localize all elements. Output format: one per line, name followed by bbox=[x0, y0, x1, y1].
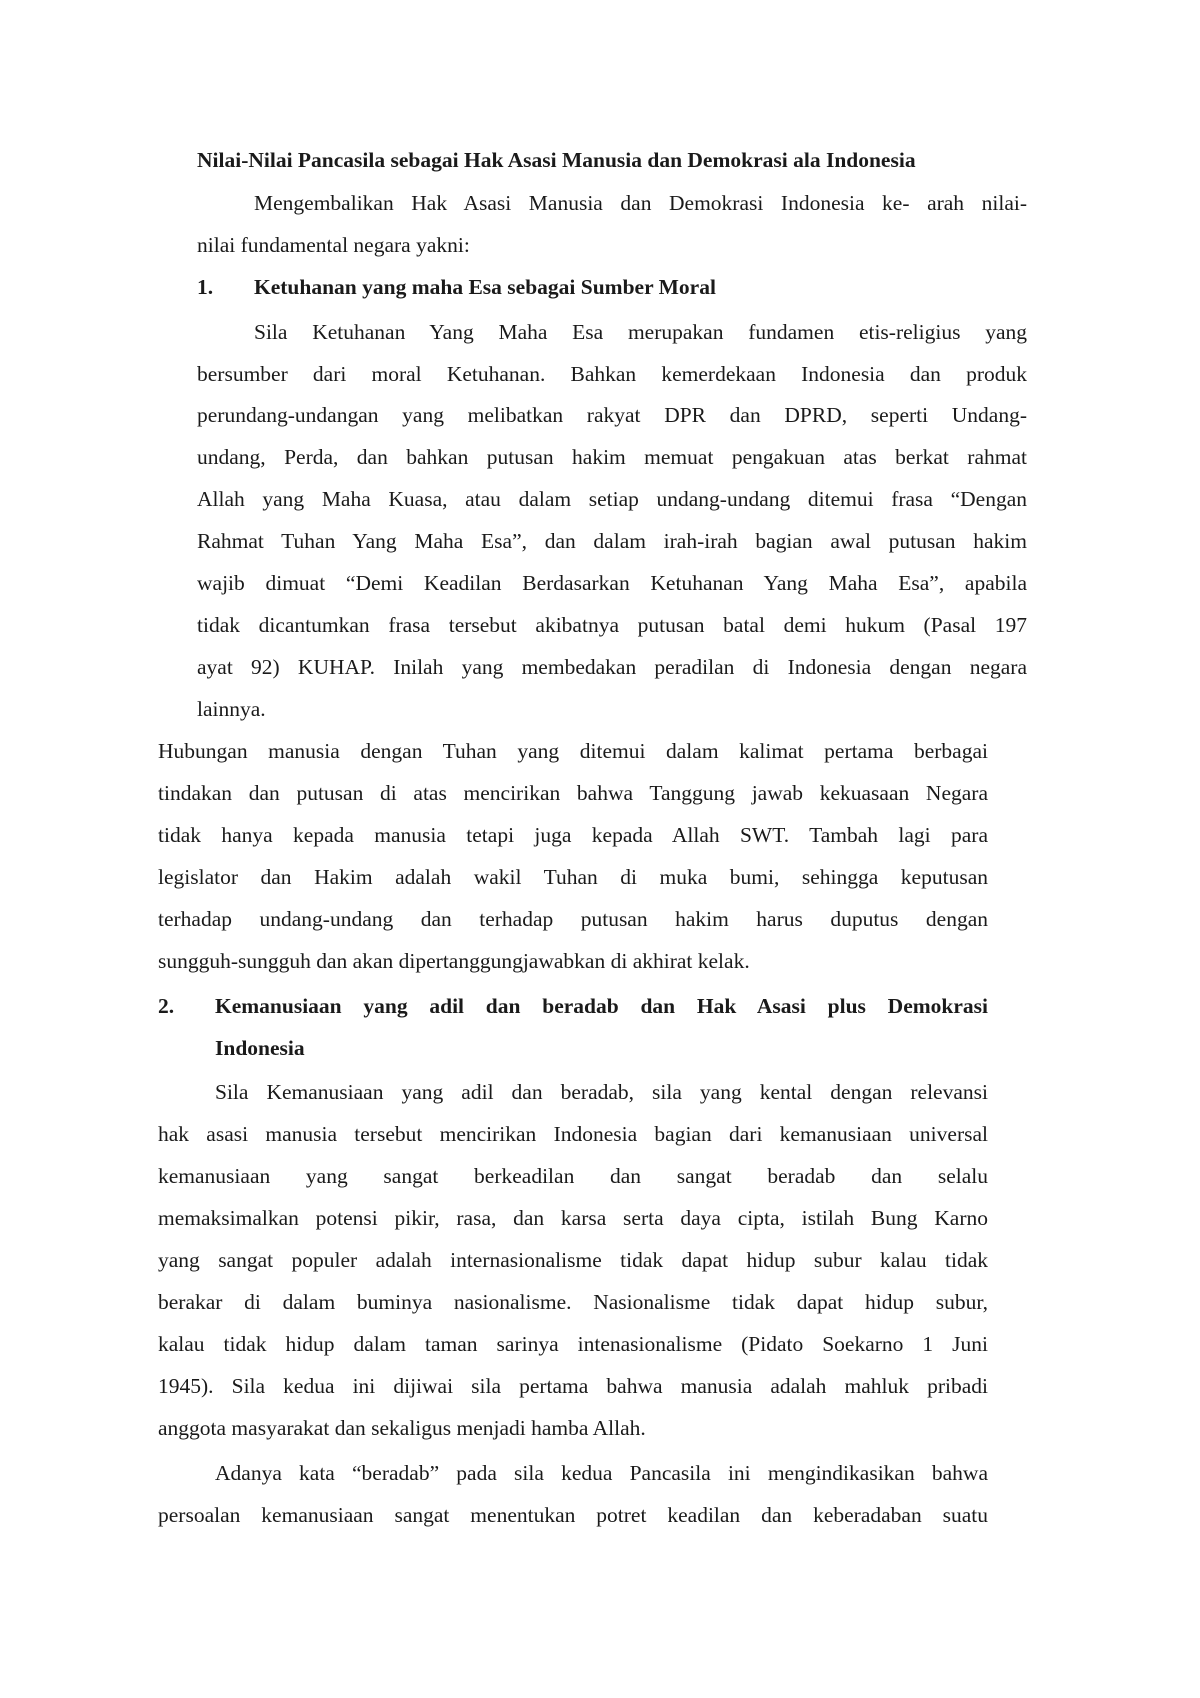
body-line: memaksimalkan potensi pikir, rasa, dan karsa serta daya cipta, istilah Bung Karno bbox=[158, 1206, 988, 1230]
body-line: tindakan dan putusan di atas mencirikan bahwa Tanggung jawab kekuasaan Negara bbox=[158, 781, 988, 805]
body-line: kalau tidak hidup dalam taman sarinya intenasionalisme (Pidato Soekarno 1 Juni bbox=[158, 1332, 988, 1356]
intro-line: Mengembalikan Hak Asasi Manusia dan Demokrasi Indonesia ke- arah nilai- bbox=[254, 191, 1027, 215]
section-heading: Ketuhanan yang maha Esa sebagai Sumber Moral bbox=[254, 275, 716, 299]
body-line: yang sangat populer adalah internasionalisme tidak dapat hidup subur kalau tidak bbox=[158, 1248, 988, 1272]
body-line: lainnya. bbox=[197, 697, 266, 721]
intro-line: nilai fundamental negara yakni: bbox=[197, 233, 470, 257]
body-line: berakar di dalam buminya nasionalisme. Nasionalisme tidak dapat hidup subur, bbox=[158, 1290, 988, 1314]
section-heading: Kemanusiaan yang adil dan beradab dan Hak Asasi plus Demokrasi bbox=[215, 994, 988, 1018]
body-line: legislator dan Hakim adalah wakil Tuhan di muka bumi, sehingga keputusan bbox=[158, 865, 988, 889]
body-line: Sila Ketuhanan Yang Maha Esa merupakan fundamen etis-religius yang bbox=[254, 320, 1027, 344]
section-number: 2. bbox=[158, 994, 175, 1018]
body-line: Sila Kemanusiaan yang adil dan beradab, sila yang kental dengan relevansi bbox=[215, 1080, 988, 1104]
body-line: sungguh-sungguh dan akan dipertanggungjawabkan di akhirat kelak. bbox=[158, 949, 750, 973]
body-line: perundang-undangan yang melibatkan rakyat DPR dan DPRD, seperti Undang- bbox=[197, 403, 1027, 427]
body-line: undang, Perda, dan bahkan putusan hakim memuat pengakuan atas berkat rahmat bbox=[197, 445, 1027, 469]
section-heading: Indonesia bbox=[215, 1036, 305, 1060]
body-line: anggota masyarakat dan sekaligus menjadi hamba Allah. bbox=[158, 1416, 646, 1440]
document-title: Nilai-Nilai Pancasila sebagai Hak Asasi Manusia dan Demokrasi ala Indonesia bbox=[197, 148, 916, 172]
body-line: Hubungan manusia dengan Tuhan yang ditemui dalam kalimat pertama berbagai bbox=[158, 739, 988, 763]
body-line: terhadap undang-undang dan terhadap putusan hakim harus duputus dengan bbox=[158, 907, 988, 931]
body-line: tidak dicantumkan frasa tersebut akibatnya putusan batal demi hukum (Pasal 197 bbox=[197, 613, 1027, 637]
body-line: tidak hanya kepada manusia tetapi juga kepada Allah SWT. Tambah lagi para bbox=[158, 823, 988, 847]
body-line: Adanya kata “beradab” pada sila kedua Pancasila ini mengindikasikan bahwa bbox=[215, 1461, 988, 1485]
body-line: Allah yang Maha Kuasa, atau dalam setiap undang-undang ditemui frasa “Dengan bbox=[197, 487, 1027, 511]
body-line: hak asasi manusia tersebut mencirikan Indonesia bagian dari kemanusiaan universal bbox=[158, 1122, 988, 1146]
section-number: 1. bbox=[197, 275, 214, 299]
body-line: 1945). Sila kedua ini dijiwai sila pertama bahwa manusia adalah mahluk pribadi bbox=[158, 1374, 988, 1398]
body-line: kemanusiaan yang sangat berkeadilan dan sangat beradab dan selalu bbox=[158, 1164, 988, 1188]
body-line: bersumber dari moral Ketuhanan. Bahkan kemerdekaan Indonesia dan produk bbox=[197, 362, 1027, 386]
body-line: ayat 92) KUHAP. Inilah yang membedakan peradilan di Indonesia dengan negara bbox=[197, 655, 1027, 679]
body-line: wajib dimuat “Demi Keadilan Berdasarkan Ketuhanan Yang Maha Esa”, apabila bbox=[197, 571, 1027, 595]
body-line: persoalan kemanusiaan sangat menentukan potret keadilan dan keberadaban suatu bbox=[158, 1503, 988, 1527]
body-line: Rahmat Tuhan Yang Maha Esa”, dan dalam irah-irah bagian awal putusan hakim bbox=[197, 529, 1027, 553]
